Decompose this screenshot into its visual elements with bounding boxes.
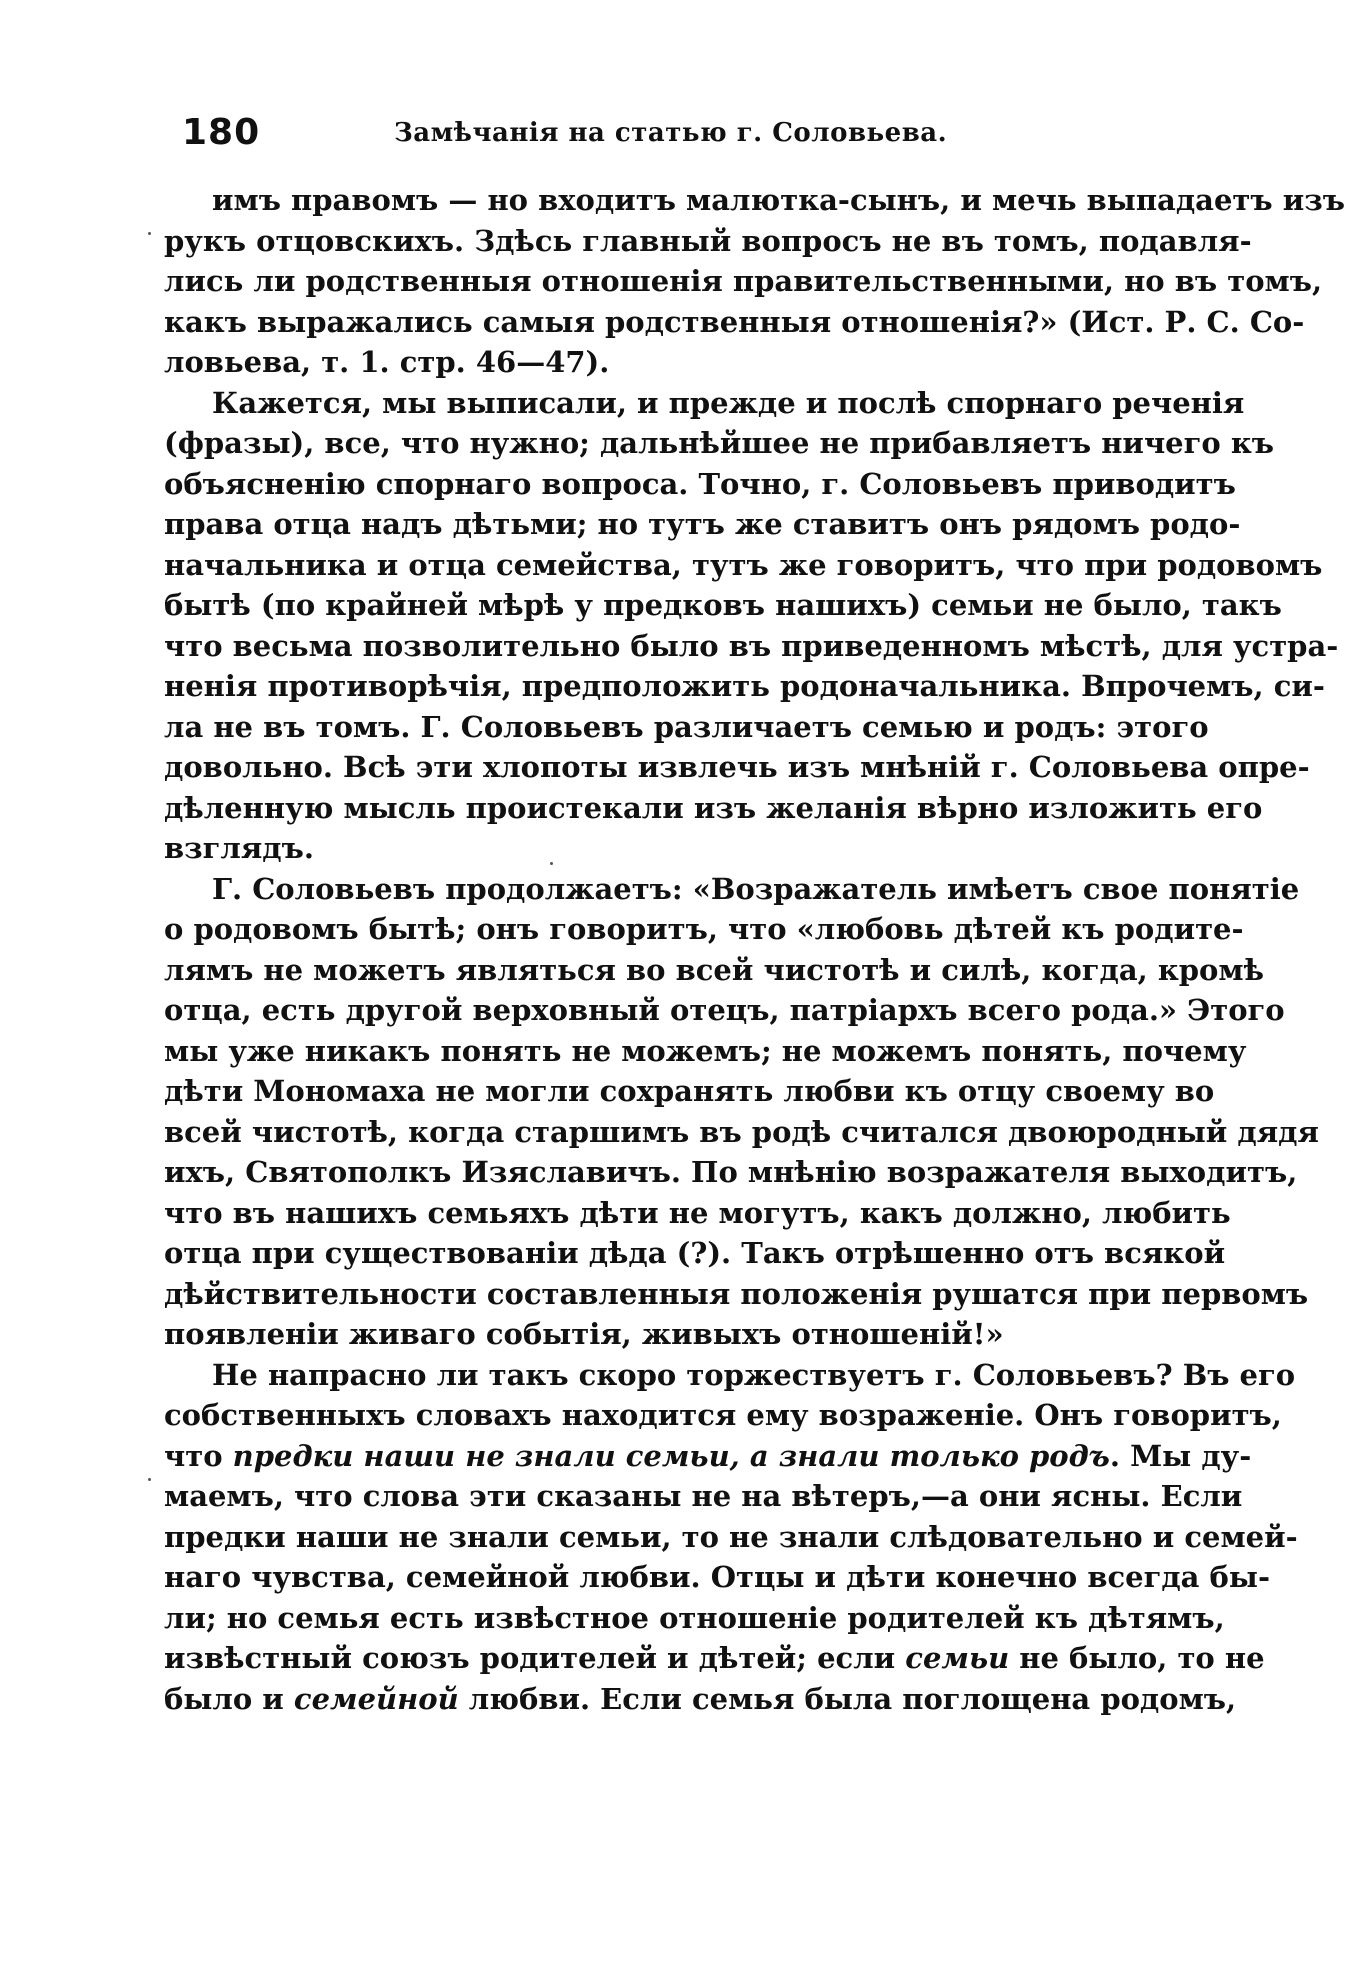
text-run: объясненію спорнаго вопроса. Точно, г. Соловьевъ приводитъ: [164, 466, 1236, 501]
paragraph: [164, 180, 1345, 383]
page-header: [182, 112, 1122, 162]
text-line: [164, 585, 1282, 626]
text-line: [164, 950, 1264, 991]
text-run: наго чувства, семейной любви. Отцы и дѣти конечно всегда бы-: [164, 1560, 1271, 1594]
text-run: Г. Соловьевъ продолжаетъ: «Возражатель имѣетъ свое понятіе: [212, 871, 1300, 906]
text-run: дѣленную мысль проистекали изъ желанія вѣрно изложить его: [164, 790, 1263, 825]
text-run: отца, есть другой верховный отецъ, патріархъ всего рода.» Этого: [164, 993, 1285, 1027]
text-run: ли; но семья есть извѣстное отношеніе родителей къ дѣтямъ,: [164, 1600, 1225, 1635]
text-run: не было, то не: [1009, 1641, 1265, 1675]
text-line: [164, 423, 1275, 464]
text-line: [164, 666, 1325, 707]
paragraph: [164, 383, 1339, 869]
italic-run: семьи: [905, 1641, 1010, 1675]
text-line: [164, 545, 1323, 586]
text-run: начальника и отца семейства, тутъ же говоритъ, что при родовомъ: [164, 547, 1323, 582]
italic-run: предки наши не знали семьи, а знали только родъ: [232, 1438, 1110, 1473]
text-run: довольно. Всѣ эти хлопоты извлечь изъ мнѣній г. Соловьева опре-: [164, 750, 1310, 784]
text-run: имъ правомъ — но входитъ малютка-сынъ, и мечь выпадаетъ изъ: [212, 183, 1345, 217]
text-line: [164, 1395, 1282, 1436]
print-speck: [148, 232, 151, 235]
running-head: Замѣчанія на статью г. Соловьева.: [394, 118, 948, 148]
text-run: дѣйствительности составленныя положенія рушатся при первомъ: [164, 1276, 1309, 1311]
text-run: Не напрасно ли такъ скоро торжествуетъ г. Соловьевъ? Въ его: [212, 1357, 1296, 1392]
text-run: собственныхъ словахъ находится ему возраженіе. Онъ говоритъ,: [164, 1398, 1282, 1432]
text-run: всей чистотѣ, когда старшимъ въ родѣ считался двоюродный дядя: [164, 1114, 1319, 1149]
text-run: извѣстный союзъ родителей и дѣтей; если: [164, 1641, 906, 1675]
text-run: права отца надъ дѣтьми; но тутъ же ставитъ онъ рядомъ родо-: [164, 507, 1241, 541]
text-line: [164, 464, 1236, 505]
text-run: маемъ, что слова эти сказаны не на вѣтеръ,—а они ясны. Если: [164, 1479, 1243, 1513]
text-line: [164, 1152, 1298, 1193]
italic-run: семейной: [293, 1681, 459, 1716]
text-run: было и: [164, 1681, 294, 1716]
text-run: ихъ, Святополкъ Изяславичъ. По мнѣнію возражателя выходитъ,: [164, 1155, 1298, 1189]
text-run: бытѣ (по крайней мѣрѣ у предковъ нашихъ) семьи не было, такъ: [164, 588, 1282, 622]
text-line: [164, 909, 1244, 950]
text-line: [164, 1638, 1265, 1679]
print-speck: [550, 862, 553, 865]
paragraph: [164, 1355, 1298, 1720]
text-line: [164, 1598, 1225, 1639]
text-run: дѣти Мономаха не могли сохранять любви къ отцу своему во: [164, 1074, 1215, 1108]
text-line: [164, 1112, 1319, 1153]
text-line: [164, 1071, 1215, 1112]
paragraph: [164, 869, 1319, 1355]
text-run: взглядъ.: [164, 831, 314, 865]
text-run: о родовомъ бытѣ; онъ говоритъ, что «любовь дѣтей къ родите-: [164, 912, 1244, 946]
text-line: [164, 1314, 1100, 1355]
text-line: [164, 1355, 1296, 1396]
text-line: [164, 383, 1245, 424]
text-line: [164, 261, 1323, 302]
text-line: [164, 504, 1241, 545]
print-speck: [148, 1478, 151, 1481]
text-run: ла не въ томъ. Г. Соловьевъ различаетъ семью и родъ: этого: [164, 709, 1209, 744]
text-line: [164, 1557, 1271, 1598]
text-run: рукъ отцовскихъ. Здѣсь главный вопросъ не въ томъ, подавля-: [164, 223, 1252, 258]
text-line: [164, 1233, 1226, 1274]
text-line: [164, 626, 1339, 667]
text-line: [164, 221, 1252, 262]
text-line: [164, 990, 1285, 1031]
text-run: Кажется, мы выписали, и прежде и послѣ спорнаго реченія: [212, 385, 1245, 420]
text-line: [164, 707, 1209, 748]
text-run: лямъ не можетъ являться во всей чистотѣ и силѣ, когда, кромѣ: [164, 952, 1264, 987]
text-line: [164, 1476, 1243, 1517]
text-run: какъ выражались самыя родственныя отношенія?» (Ист. Р. С. Со-: [164, 304, 1305, 339]
text-run: что весьма позволительно было въ приведенномъ мѣстѣ, для устра-: [164, 628, 1339, 663]
text-line: [164, 747, 1310, 788]
body-text: [164, 180, 1345, 1719]
text-line: [164, 1517, 1298, 1558]
text-run: любви. Если семья была поглощена родомъ,: [458, 1681, 1237, 1716]
text-line: [164, 788, 1263, 829]
text-line: [164, 180, 1345, 221]
text-line: [164, 1031, 1247, 1072]
text-line: [164, 342, 1100, 383]
text-run: что: [164, 1438, 233, 1473]
text-run: появленіи живаго событія, живыхъ отношеній!»: [164, 1317, 1004, 1351]
text-line: [164, 1274, 1309, 1315]
text-run: ловьева, т. 1. стр. 46—47).: [164, 345, 610, 379]
text-run: . Мы ду-: [1109, 1438, 1252, 1473]
text-line: [164, 1436, 1252, 1477]
text-run: предки наши не знали семьи, то не знали слѣдовательно и семей-: [164, 1519, 1298, 1554]
text-line: [164, 869, 1300, 910]
text-run: лись ли родственныя отношенія правительственными, но въ томъ,: [164, 264, 1323, 298]
text-run: мы уже никакъ понять не можемъ; не можемъ понять, почему: [164, 1033, 1247, 1068]
text-run: (фразы), все, что нужно; дальнѣйшее не прибавляетъ ничего къ: [164, 426, 1275, 460]
text-line: [164, 1679, 1237, 1720]
text-line: [164, 828, 1100, 869]
text-run: что въ нашихъ семьяхъ дѣти не могутъ, какъ должно, любить: [164, 1195, 1231, 1230]
text-line: [164, 1193, 1231, 1234]
page-number: 180: [182, 112, 261, 153]
text-line: [164, 302, 1305, 343]
text-run: ненія противорѣчія, предположить родоначальника. Впрочемъ, си-: [164, 669, 1325, 703]
text-run: отца при существованіи дѣда (?). Такъ отрѣшенно отъ всякой: [164, 1236, 1226, 1270]
